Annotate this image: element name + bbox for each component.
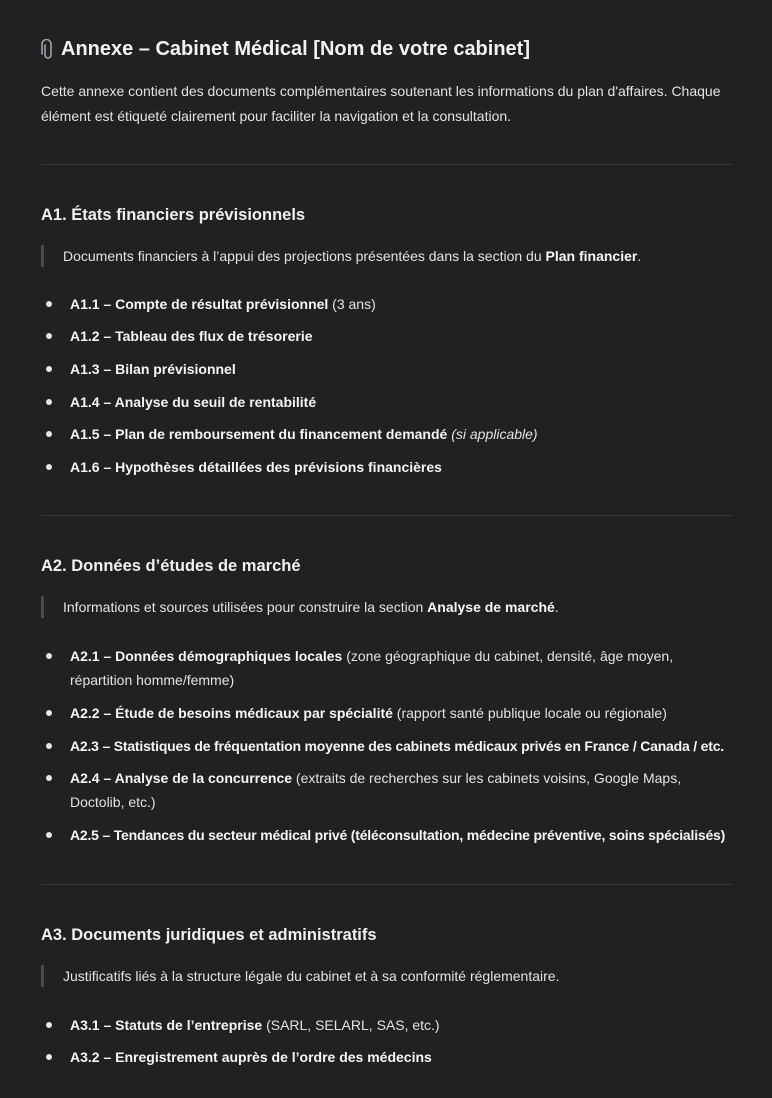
section-heading-a3: A3. Documents juridiques et administratifs — [41, 926, 377, 944]
bullet-icon — [46, 832, 52, 838]
divider — [41, 884, 733, 885]
page-title-text: Annexe – Cabinet Médical [Nom de votre cabinet] — [61, 38, 530, 60]
bullet-icon — [46, 333, 52, 339]
bullet-icon — [46, 1022, 52, 1028]
bullet-icon — [46, 775, 52, 781]
list-item: A1.1 – Compte de résultat prévisionnel (3 ans) — [70, 296, 376, 312]
divider — [41, 515, 733, 516]
bullet-icon — [46, 366, 52, 372]
list-item: A2.4 – Analyse de la concurrence (extraits de recherches sur les cabinets voisins, Google Maps, Doctolib, etc.) — [70, 770, 682, 810]
bullet-icon — [46, 743, 52, 749]
list-item: A2.5 – Tendances du secteur médical privé (téléconsultation, médecine préventive, soins spécialisés) — [70, 827, 726, 843]
section-heading-a1: A1. États financiers prévisionnels — [41, 206, 306, 224]
section-quote-a1: Documents financiers à l’appui des projections présentées dans la section du Plan financier. — [41, 245, 741, 267]
bullet-icon — [46, 464, 52, 470]
list-item: A3.1 – Statuts de l’entreprise (SARL, SELARL, SAS, etc.) — [70, 1017, 440, 1033]
bullet-icon — [46, 653, 52, 659]
bullet-icon — [46, 399, 52, 405]
list-item: A2.1 – Données démographiques locales (zone géographique du cabinet, densité, âge moyen, répartition homme/femme) — [70, 648, 674, 688]
intro-paragraph: Cette annexe contient des documents complémentaires soutenant les informations du plan d'affaires. Chaque élément est étiqueté clairement pour faciliter la navigation et la consultation. — [41, 83, 721, 124]
section-heading-a2: A2. Données d’études de marché — [41, 557, 301, 575]
list-item: A1.4 – Analyse du seuil de rentabilité — [70, 394, 317, 410]
bullet-icon — [46, 301, 52, 307]
paperclip-icon — [41, 39, 55, 61]
list-item: A1.3 – Bilan prévisionnel — [70, 361, 236, 377]
page-title — [41, 38, 530, 61]
bullet-icon — [46, 710, 52, 716]
section-quote-a2: Informations et sources utilisées pour construire la section Analyse de marché. — [41, 596, 741, 618]
bullet-icon — [46, 431, 52, 437]
list-item: A1.5 – Plan de remboursement du financement demandé (si applicable) — [70, 426, 538, 442]
divider — [41, 164, 733, 165]
list-item: A2.3 – Statistiques de fréquentation moyenne des cabinets médicaux privés en France / Canada / etc. — [70, 738, 724, 754]
list-item: A1.6 – Hypothèses détaillées des prévisions financières — [70, 459, 442, 475]
bullet-icon — [46, 1054, 52, 1060]
list-item: A3.2 – Enregistrement auprès de l’ordre des médecins — [70, 1049, 432, 1065]
list-item: A2.2 – Étude de besoins médicaux par spécialité (rapport santé publique locale ou régionale) — [70, 705, 667, 721]
list-item: A1.2 – Tableau des flux de trésorerie — [70, 328, 313, 344]
section-quote-a3: Justificatifs liés à la structure légale du cabinet et à sa conformité réglementaire. — [41, 965, 741, 987]
